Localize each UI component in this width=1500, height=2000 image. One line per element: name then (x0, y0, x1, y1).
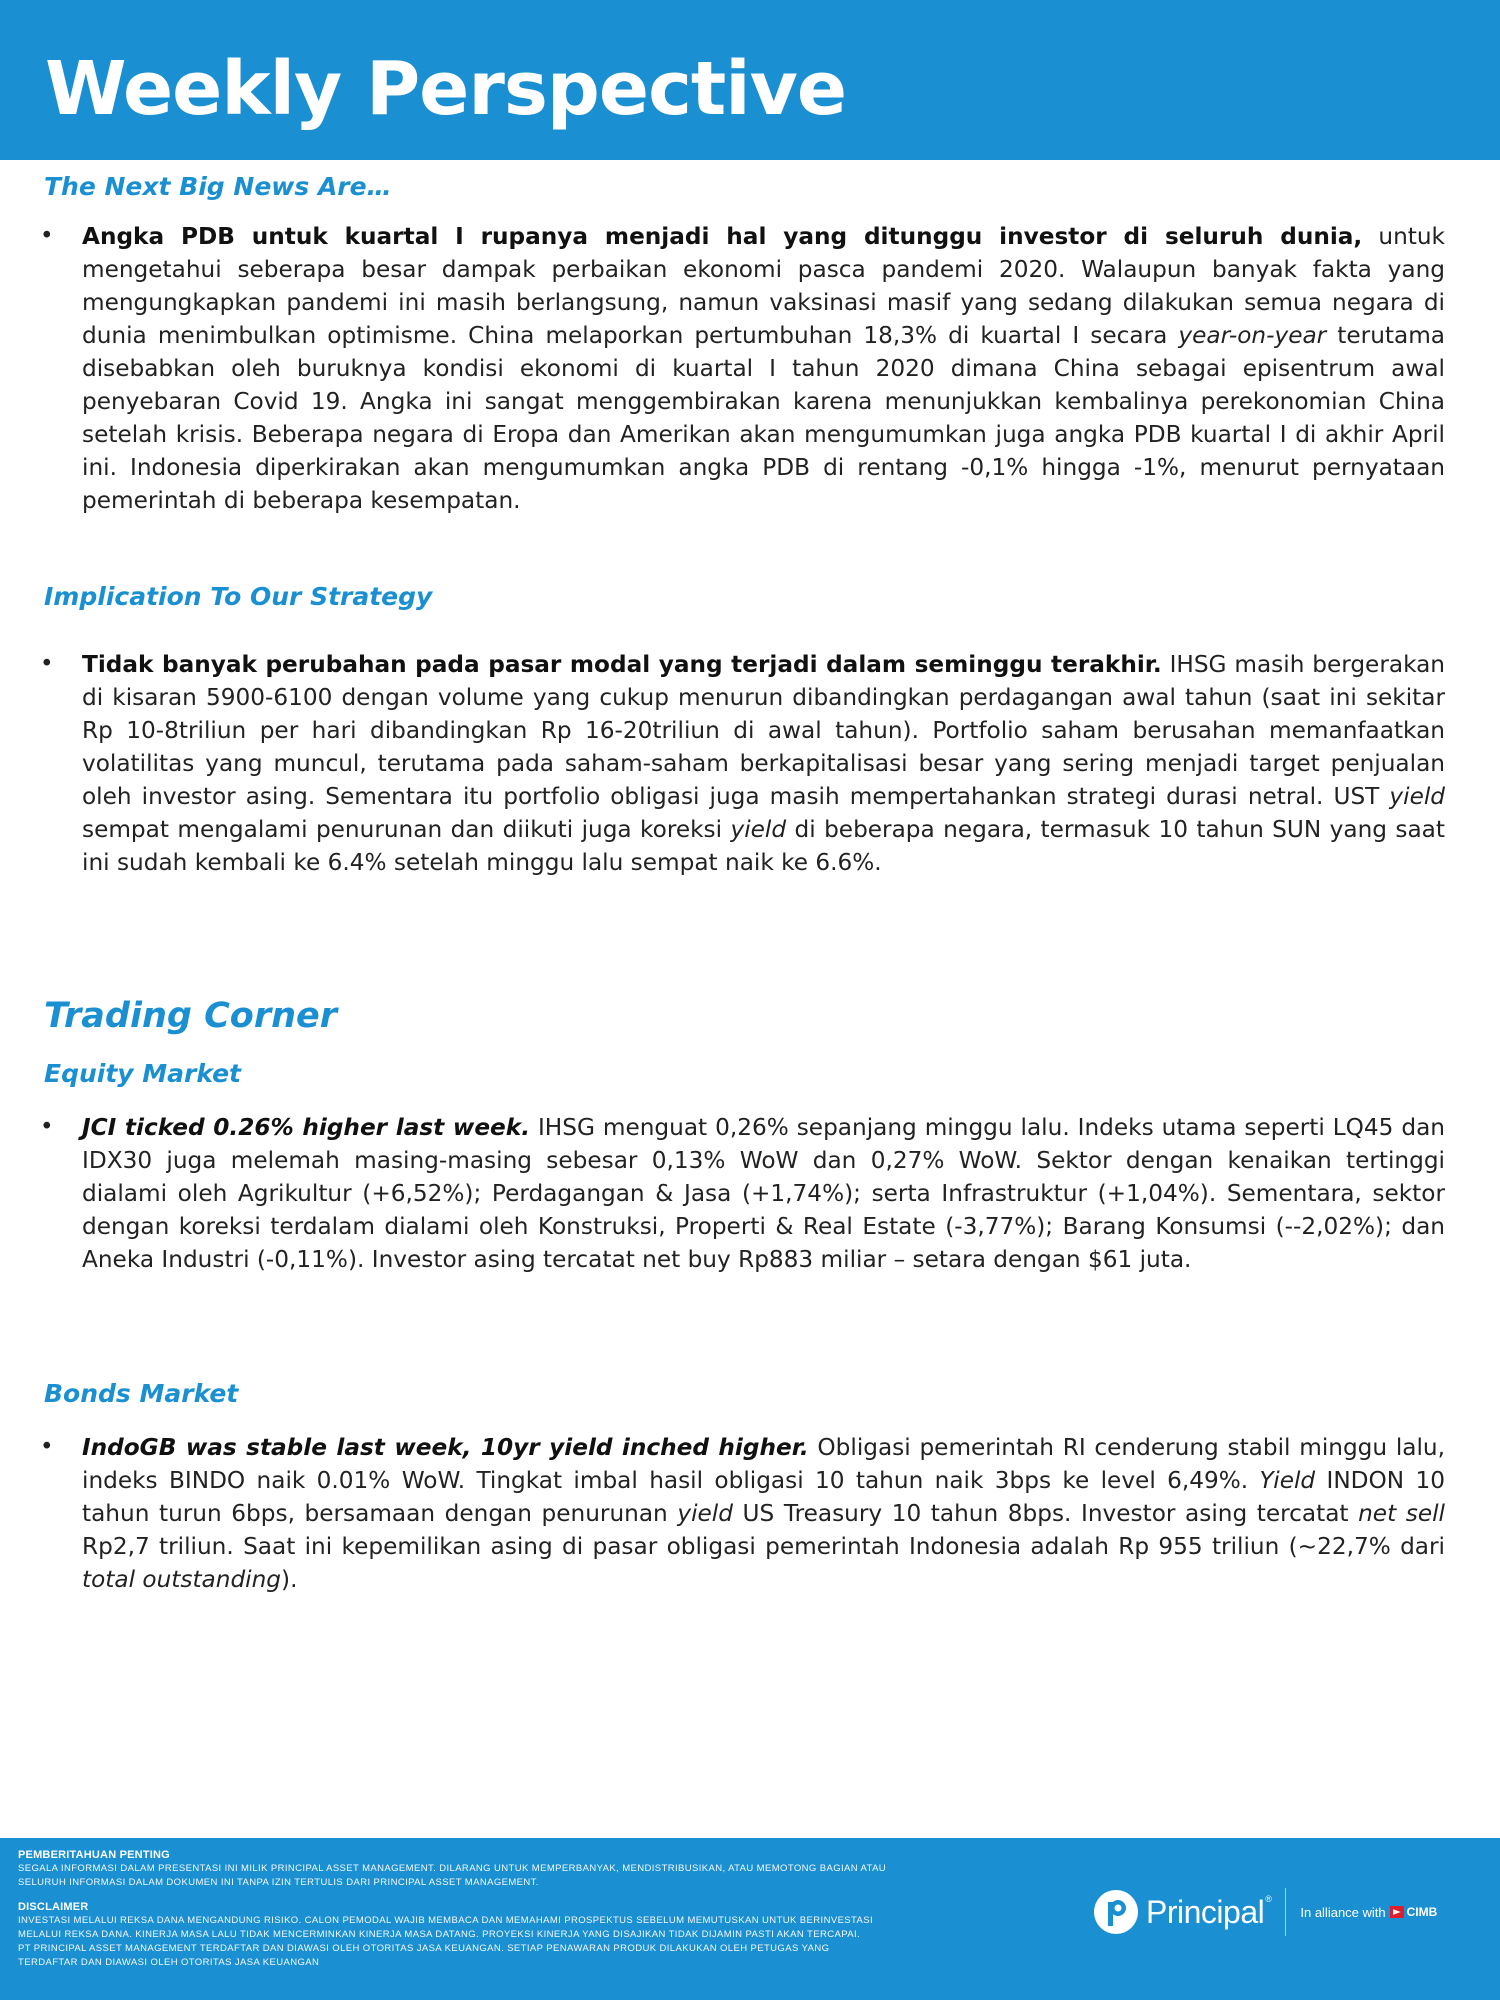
notice-heading: PEMBERITAHUAN PENTING (18, 1849, 170, 1861)
bullet-item-equity (40, 1111, 1445, 1276)
body-text: untuk mengetahui seberapa besar dampak perbaikan ekonomi pasca pandemi 2020. Walaupun banyak fakta yang mengungkapkan pandemi ini masih berlangsung, namun vaksinasi masif yang sedang dilakukan semua negara di dunia menimbulkan optimisme. China melaporkan pertumbuhan 18,3% di kuartal I secara (82, 223, 1445, 349)
notice-line: SEGALA INFORMASI DALAM PRESENTASI INI MILIK PRINCIPAL ASSET MANAGEMENT. DILARANG UNTUK MEMPERBANYAK, MENDISTRIBUSIKAN, ATAU MEMOTONG BAGIAN ATAU (18, 1863, 887, 1874)
alliance-text: In alliance with (1300, 1904, 1386, 1920)
italic-term: yield (677, 1500, 733, 1527)
bullet-icon: • (40, 1434, 54, 1460)
notice-line: SELURUH INFORMASI DALAM DOKUMEN INI TANPA IZIN TERTULIS DARI PRINCIPAL ASSET MANAGEMENT. (18, 1877, 539, 1888)
paragraph-equity (82, 1111, 1445, 1276)
principal-logo (1092, 1882, 1482, 1942)
italic-term: yield (1389, 783, 1445, 810)
paragraph-next-big-news (82, 220, 1445, 517)
lead-sentence: IndoGB was stable last week, 10yr yield inched higher. (82, 1434, 809, 1461)
section-heading-bonds-market: Bonds Market (44, 1379, 239, 1408)
body-text: ). (281, 1566, 298, 1593)
bullet-item-bonds (40, 1431, 1445, 1596)
bullet-icon: • (40, 223, 54, 249)
section-heading-next-big-news: The Next Big News Are… (44, 172, 392, 201)
body-text: sempat mengalami penurunan dan diikuti juga koreksi (82, 816, 731, 843)
disclaimer-heading: DISCLAIMER (18, 1901, 89, 1913)
bullet-item-implication (40, 648, 1445, 879)
disclaimer-line: PT PRINCIPAL ASSET MANAGEMENT TERDAFTAR DAN DIAWASI OLEH OTORITAS JASA KEUANGAN. SETIAP PENAWARAN PRODUK DILAKUKAN OLEH PETUGAS YANG (18, 1943, 830, 1954)
bullet-icon: • (40, 1114, 54, 1140)
section-heading-implication: Implication To Our Strategy (44, 582, 433, 611)
italic-term: net sell (1358, 1500, 1445, 1527)
italic-term: year-on-year (1178, 322, 1327, 349)
lead-sentence: Tidak banyak perubahan pada pasar modal yang terjadi dalam seminggu terakhir. (82, 651, 1162, 678)
lead-sentence: Angka PDB untuk kuartal I rupanya menjadi hal yang ditunggu investor di seluruh dunia, (82, 223, 1363, 250)
body-text: US Treasury 10 tahun 8bps. Investor asing tercatat (732, 1500, 1359, 1527)
disclaimer-line: MELALUI REKSA DANA. KINERJA MASA LALU TIDAK MENCERMINKAN KINERJA MASA DATANG. PROYEKSI KINERJA YANG DISAJIKAN TIDAK DIJAMIN PASTI AKAN TERCAPAI. (18, 1929, 861, 1940)
body-text: Obligasi pemerintah RI cenderung stabil minggu lalu, indeks BINDO naik 0.01% WoW. Tingkat imbal hasil obligasi 10 tahun naik 3bps ke level 6,49%. (82, 1434, 1445, 1494)
body-text: di beberapa negara, termasuk 10 tahun SUN yang saat ini sudah kembali ke 6.4% setelah minggu lalu sempat naik ke 6.6%. (82, 816, 1445, 876)
cimb-wordmark: CIMB (1406, 1905, 1438, 1919)
footer-band (0, 1838, 1500, 2000)
paragraph-implication (82, 648, 1445, 879)
disclaimer-line: TERDAFTAR DAN DIAWASI OLEH OTORITAS JASA KEUANGAN (18, 1957, 320, 1968)
italic-term: Yield (1259, 1467, 1316, 1494)
body-text: IHSG menguat 0,26% sepanjang minggu lalu. Indeks utama seperti LQ45 dan IDX30 juga melemah masing-masing sebesar 0,13% WoW dan 0,27% WoW. Sektor dengan kenaikan tertinggi dialami oleh Agrikultur (+6,52%); Perdagangan & Jasa (+1,74%); serta Infrastruktur (+1,04%). Sementara, sektor dengan koreksi terdalam dialami oleh Konstruksi, Properti & Real Estate (-3,77%); Barang Konsumsi (--2,02%); dan Aneka Industri (-0,11%). Investor asing tercatat net buy Rp883 miliar – setara dengan $61 juta. (82, 1114, 1445, 1273)
italic-term: yield (730, 816, 787, 843)
principal-logo-icon (1092, 1888, 1140, 1936)
section-heading-equity-market: Equity Market (44, 1059, 242, 1088)
body-text: terutama disebabkan oleh buruknya kondisi ekonomi di kuartal I tahun 2020 dimana China sebagai episentrum awal penyebaran Covid 19. Angka ini sangat menggembirakan karena menunjukkan kembalinya perekonomian China setelah krisis. Beberapa negara di Eropa dan Amerikan akan mengumumkan juga angka PDB kuartal I di akhir April ini. Indonesia diperkirakan akan mengumumkan angka PDB di rentang -0,1% hingga -1%, menurut pernyataan pemerintah di beberapa kesempatan. (82, 322, 1445, 514)
page-title: Weekly Perspective (45, 46, 847, 132)
body-text: Rp2,7 triliun. Saat ini kepemilikan asing di pasar obligasi pemerintah Indonesia adalah Rp 955 triliun (~22,7% dari (82, 1533, 1445, 1560)
body-text: IHSG masih bergerakan di kisaran 5900-6100 dengan volume yang cukup menurun dibandingkan perdagangan awal tahun (saat ini sekitar Rp 10-8triliun per hari dibandingkan Rp 16-20triliun di awal tahun). Portfolio saham berusahan memanfaatkan volatilitas yang muncul, terutama pada saham-saham berkapitalisasi besar yang sering menjadi target penjualan oleh investor asing. Sementara itu portfolio obligasi juga masih mempertahankan strategi durasi netral. UST (82, 651, 1445, 810)
cimb-logo-icon (1390, 1906, 1404, 1918)
bullet-icon: • (40, 651, 54, 677)
logo-divider (1285, 1888, 1286, 1936)
header-band (0, 0, 1500, 160)
paragraph-bonds (82, 1431, 1445, 1596)
section-heading-trading-corner: Trading Corner (44, 996, 338, 1036)
body-text: INDON 10 tahun turun 6bps, bersamaan dengan penurunan (82, 1467, 1445, 1527)
bullet-item-next-big-news (40, 220, 1445, 517)
principal-wordmark: Principal® (1146, 1893, 1272, 1930)
disclaimer-line: INVESTASI MELALUI REKSA DANA MENGANDUNG RISIKO. CALON PEMODAL WAJIB MEMBACA DAN MEMAHAMI PROSPEKTUS SEBELUM MEMUTUSKAN UNTUK BERINVESTASI (18, 1915, 874, 1926)
footer-legal-text (18, 1848, 1068, 1970)
lead-sentence: JCI ticked 0.26% higher last week. (82, 1114, 531, 1141)
italic-term: total outstanding (82, 1566, 282, 1593)
